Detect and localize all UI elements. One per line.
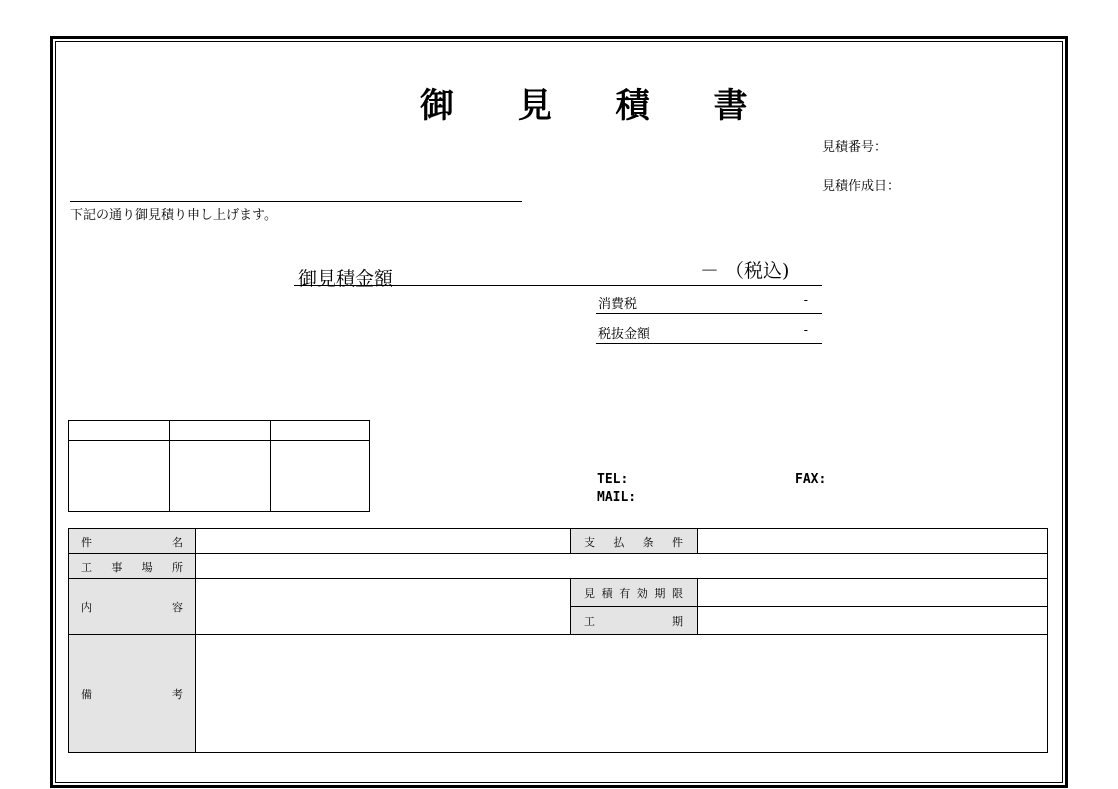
pretax-amount-value: - — [803, 323, 808, 338]
content-header-char: 内 — [81, 601, 92, 614]
client-name-line — [70, 201, 522, 202]
table-rule — [570, 529, 571, 553]
validity-period-header-char: 見 — [584, 587, 595, 600]
intro-text: 下記の通り御見積り申し上げます。 — [70, 208, 277, 223]
validity-period-header-char: 積 — [601, 587, 613, 600]
estimate-details-table — [68, 528, 1048, 753]
validity-period-header-char: 期 — [654, 587, 666, 600]
site-header-char: 場 — [141, 561, 153, 574]
remarks-header-char: 備 — [81, 688, 92, 701]
document-title: 御 見 積 書 — [420, 86, 774, 126]
table-rule — [195, 529, 196, 752]
mail-label: MAIL: — [597, 490, 637, 505]
site-header — [69, 553, 195, 578]
remarks-header-char: 考 — [172, 688, 183, 701]
approval-stamp-divider — [169, 421, 170, 511]
table-rule — [697, 529, 698, 553]
payment-terms-header — [570, 529, 697, 553]
total-amount-value: － （税込) — [700, 260, 790, 282]
subject-header-char: 名 — [172, 536, 183, 549]
construction-period-field[interactable] — [697, 606, 1047, 634]
estimate-date-label: 見積作成日： — [822, 179, 901, 194]
site-header-char: 事 — [111, 561, 123, 574]
site-field[interactable] — [195, 553, 1047, 578]
remarks-header — [69, 634, 195, 752]
validity-period-header-char: 有 — [619, 587, 631, 600]
site-header-char: 工 — [81, 561, 92, 574]
payment-terms-header-char: 件 — [671, 536, 683, 549]
subject-header-char: 件 — [81, 536, 92, 549]
fax-label: FAX: — [795, 472, 827, 487]
construction-period-header-char: 期 — [672, 615, 683, 628]
payment-terms-header-char: 条 — [642, 536, 654, 549]
total-amount-label: 御見積金額 — [298, 268, 394, 290]
tel-label: TEL: — [597, 472, 629, 487]
validity-period-header-char: 効 — [636, 587, 648, 600]
content-field[interactable] — [195, 578, 570, 634]
table-rule — [69, 634, 1047, 635]
payment-terms-field[interactable] — [697, 529, 1047, 553]
validity-period-field[interactable] — [697, 578, 1047, 606]
validity-period-header-char: 限 — [671, 587, 683, 600]
table-rule — [570, 606, 1047, 607]
approval-stamp-header — [69, 421, 369, 441]
consumption-tax-row — [596, 288, 822, 314]
total-amount-underline — [294, 285, 822, 286]
subject-field[interactable] — [195, 529, 570, 553]
consumption-tax-label: 消費税 — [598, 297, 638, 312]
content-header-char: 容 — [172, 601, 183, 614]
consumption-tax-value: - — [803, 293, 808, 308]
table-rule — [69, 578, 1047, 579]
pretax-amount-label: 税抜金額 — [598, 327, 651, 342]
table-rule — [570, 578, 571, 634]
remarks-field[interactable] — [195, 634, 1047, 752]
payment-terms-header-char: 払 — [613, 536, 625, 549]
subject-header — [69, 529, 195, 553]
payment-terms-header-char: 支 — [584, 536, 595, 549]
approval-stamp-divider — [270, 421, 271, 511]
construction-period-header-char: 工 — [584, 615, 595, 628]
approval-stamp-box — [68, 420, 370, 512]
pretax-amount-row — [596, 318, 822, 344]
site-header-char: 所 — [171, 561, 183, 574]
table-rule — [697, 578, 698, 634]
estimate-number-label: 見積番号： — [822, 140, 888, 155]
construction-period-header — [570, 606, 697, 634]
content-header — [69, 578, 195, 634]
table-rule — [69, 553, 1047, 554]
validity-period-header — [570, 578, 697, 606]
